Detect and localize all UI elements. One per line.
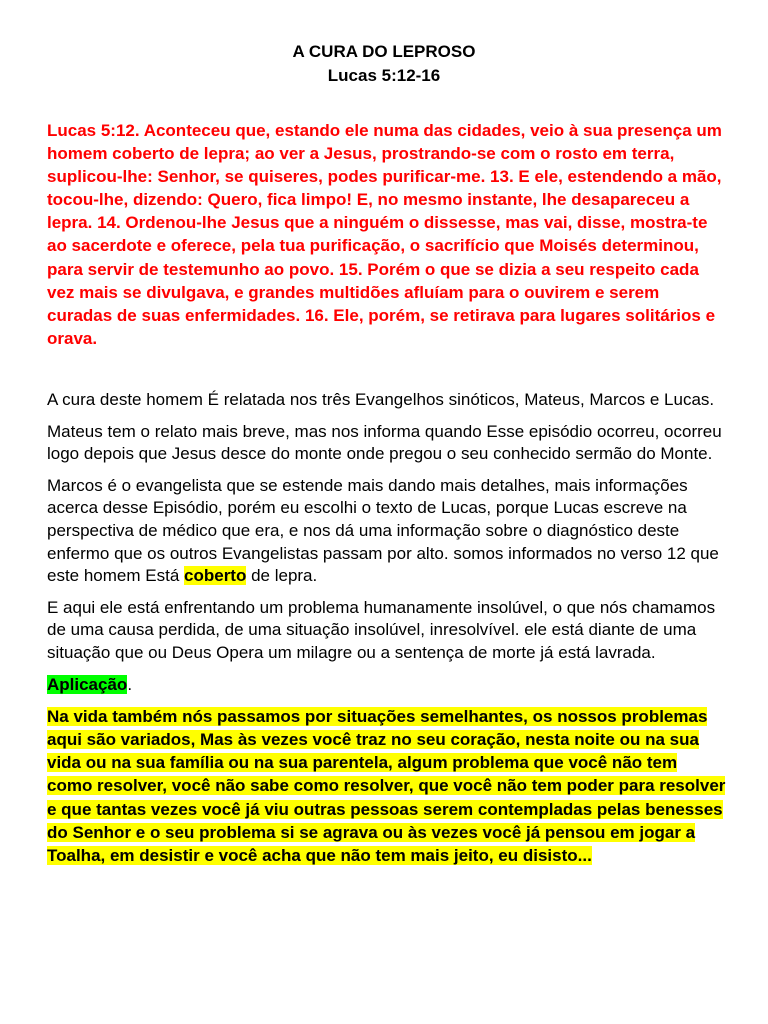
title-block — [0, 40, 768, 88]
application-text: Na vida também nós passamos por situações semelhantes, os nossos problemas aqui são variados, Mas às vezes você traz no seu coração, nesta noite ou na sua vida ou na sua família ou na sua parentela, algum problema que você não tem como resolver, você não sabe como resolver, que você não tem poder para resolver e que tantas vezes você já viu outras pessoas serem contempladas pelas benesses do Senhor e o seu problema si se agrava ou às vezes você já pensou em jogar a Toalha, em desistir e você acha que não tem mais jeito, eu disisto... — [47, 707, 726, 865]
application-label: Aplicação — [47, 674, 128, 694]
paragraph-1: A cura deste homem É relatada nos três Evangelhos sinóticos, Mateus, Marcos e Lucas. — [47, 390, 715, 409]
document-title: A CURA DO LEPROSO — [292, 42, 476, 61]
paragraph-3 — [47, 475, 727, 588]
highlighted-word: coberto — [184, 566, 247, 586]
paragraph-4: E aqui ele está enfrentando um problema humanamente insolúvel, o que nós chamamos de uma causa perdida, de uma situação insolúvel, inresolvível. ele está diante de uma situação que ou Deus Opera um milagre ou a sentença de morte já está lavrada. — [47, 597, 716, 662]
document-reference: Lucas 5:12-16 — [327, 66, 441, 85]
scripture-passage: Lucas 5:12. Aconteceu que, estando ele numa das cidades, veio à sua presença um homem coberto de lepra; ao ver a Jesus, prostrando-se com o rosto em terra, suplicou-lhe: Senhor, se quiseres, podes purificar-me. 13. E ele, estendendo a mão, tocou-lhe, dizendo: Quero, fica limpo! E, no mesmo instante, lhe desapareceu a lepra. 14. Ordenou-lhe Jesus que a ninguém o dissesse, mas vai, disse, mostra-te ao sacerdote e oferece, pela tua purificação, o sacrifício que Moisés determinou, para servir de testemunho ao povo. 15. Porém o que se dizia a seu respeito cada vez mais se divulgava, e grandes multidões afluíam para o ouvirem e serem curadas de suas enfermidades. 16. Ele, porém, se retirava para lugares solitários e orava. — [47, 121, 722, 348]
application-punct: . — [127, 674, 133, 694]
application-paragraph — [47, 705, 727, 867]
paragraph-2: Mateus tem o relato mais breve, mas nos informa quando Esse episódio ocorreu, ocorreu logo depois que Jesus desce do monte onde pregou o seu conhecido sermão do Monte. — [47, 421, 722, 464]
document-body — [47, 389, 727, 876]
application-heading — [47, 674, 727, 697]
paragraph-3-text: Marcos é o evangelista que se estende mais dando mais detalhes, mais informações acerca desse Episódio, porém eu escolhi o texto de Lucas, porque Lucas escreve na perspectiva de médico que era, e nos dá uma informação sobre o diagnóstico deste enfermo que os outros Evangelistas passam por alto. somos informados no verso 12 que este homem Está — [47, 475, 719, 586]
paragraph-3-end: de lepra. — [246, 566, 318, 586]
